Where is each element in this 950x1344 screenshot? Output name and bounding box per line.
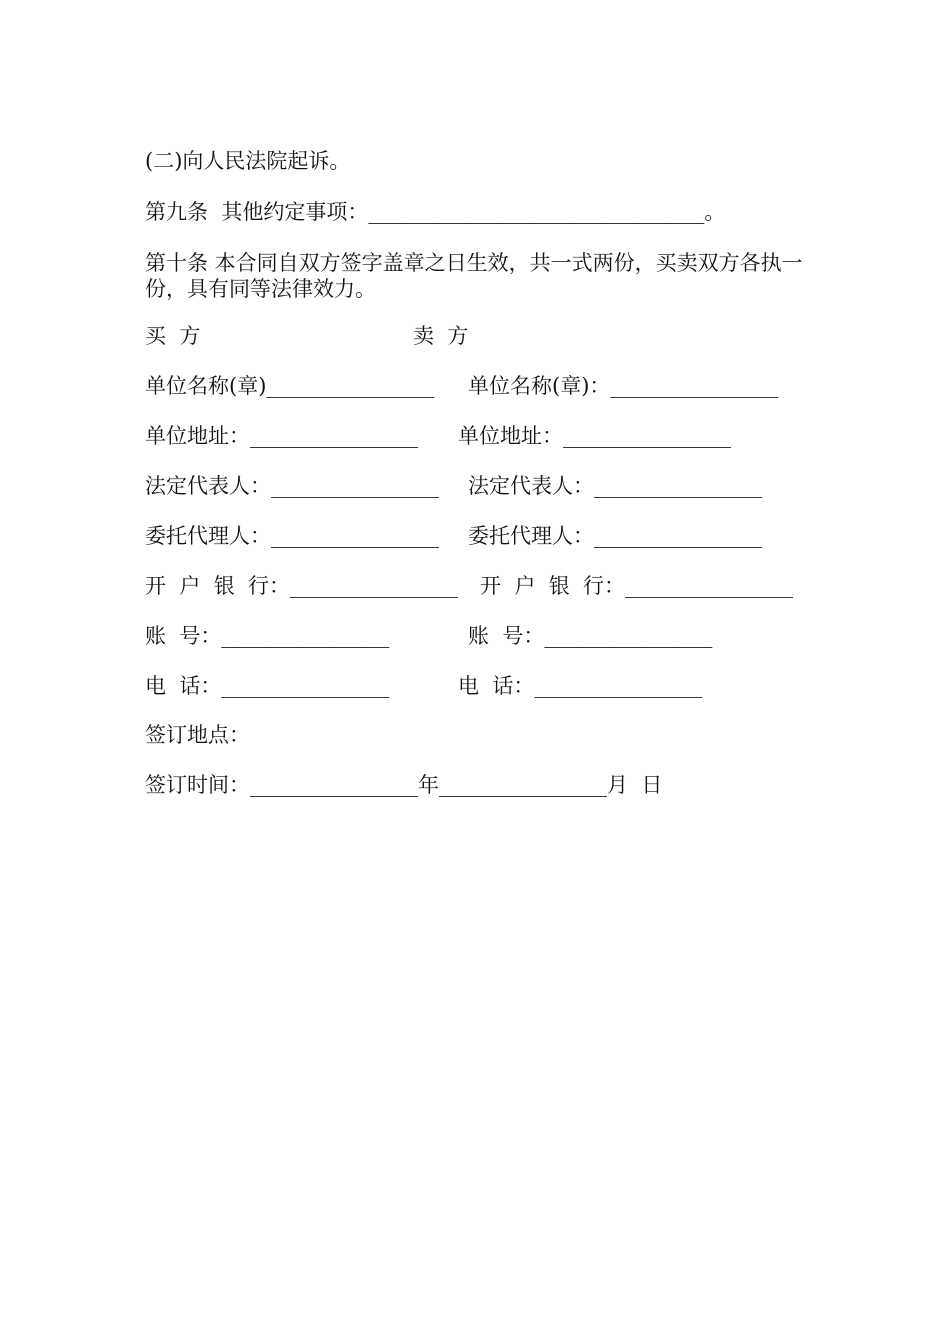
seller-unit-name: 单位名称(章)：________________ [468,374,779,398]
buyer-bank: 开 户 银 行：________________ [145,574,459,598]
seller-phone: 电 话：________________ [458,674,703,698]
signing-time: 签订时间：________________年________________月 日 [145,773,663,797]
buyer-account: 账 号：________________ [145,624,390,648]
seller-bank: 开 户 银 行：________________ [480,574,794,598]
seller-account: 账 号：________________ [468,624,713,648]
clause-10-effectiveness: 第十条 本合同自双方签字盖章之日生效，共一式两份，买卖双方各执一份，具有同等法律效力。 [145,251,803,301]
buyer-legal-representative: 法定代表人：________________ [145,474,439,498]
buyer-phone: 电 话：________________ [145,674,390,698]
seller-legal-representative: 法定代表人：________________ [468,474,762,498]
seller-unit-address: 单位地址：________________ [458,424,731,448]
clause-9-other-matters: 第九条 其他约定事项：________________________________。 [145,200,726,224]
seller-agent: 委托代理人：________________ [468,524,762,548]
seller-heading: 卖 方 [413,324,469,348]
buyer-unit-name: 单位名称(章)________________ [145,374,435,398]
buyer-unit-address: 单位地址：________________ [145,424,418,448]
signing-place: 签订地点： [145,723,250,747]
buyer-agent: 委托代理人：________________ [145,524,439,548]
buyer-heading: 买 方 [145,324,201,348]
clause-8-item-2: (二)向人民法院起诉。 [145,149,351,173]
